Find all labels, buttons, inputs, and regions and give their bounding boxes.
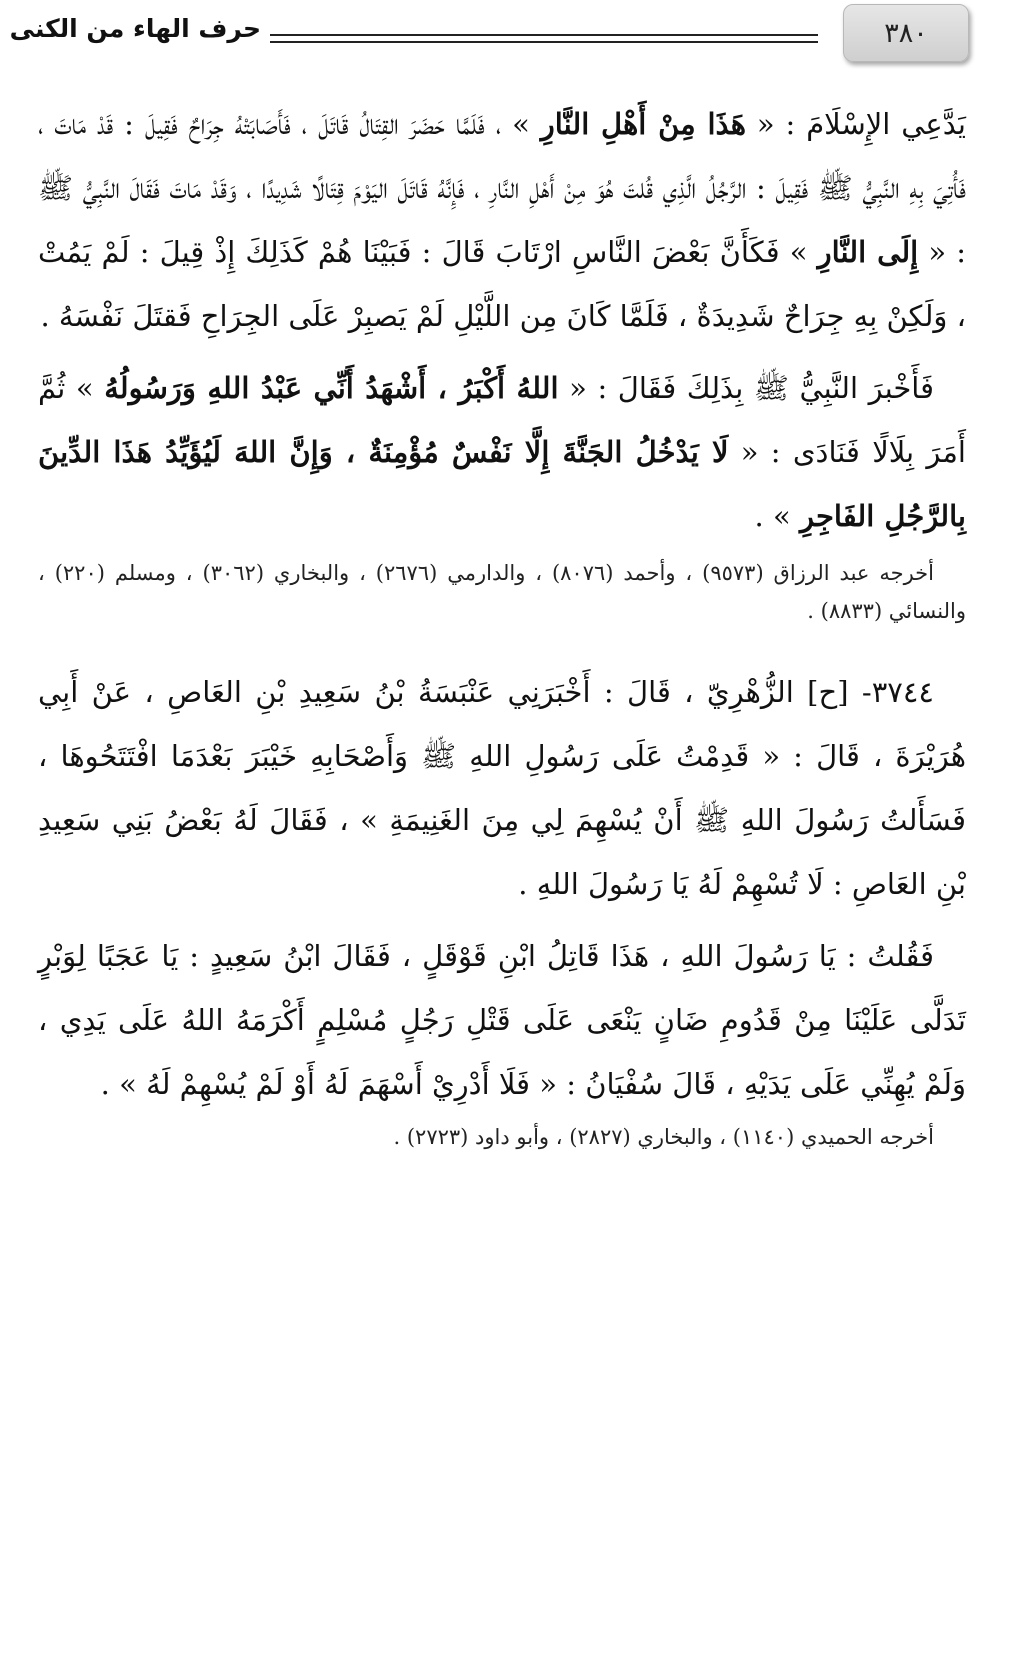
text-segment: فَأَخْبرَ النَّبِيُّ ﷺ بِذَلِكَ فَقَالَ : « [569, 371, 934, 405]
bold-quote: هَذَا مِنْ أَهْلِ النَّارِ [540, 107, 747, 141]
header-rule [270, 34, 818, 36]
hadith-3744-paragraph-1: ٣٧٤٤- [ح] الزُّهْرِيّ ، قَالَ : أَخْبَرَنِي عَنْبَسَةُ بْنُ سَعِيدِ بْنِ العَاصِ ، عَنْ أَبِي هُرَيْرَةَ ، قَالَ : « قَدِمْتُ عَلَى رَسُولِ اللهِ ﷺ وَأَصْحَابِهِ خَيْبَرَ بَعْدَمَا افْتَتَحُوهَا ، فَسَأَلتُ رَسُولَ اللهِ ﷺ أَنْ يُسْهِمَ لِي مِنَ الغَنِيمَةِ » ، فَقَالَ لَهُ بَعْضُ بَنِي سَعِيدِ بْنِ العَاصِ : لَا تُسْهِمْ لَهُ يَا رَسُولَ اللهِ . [38, 675, 966, 901]
hadith-3744-takhrij-note: أخرجه الحميدي (١١٤٠) ، والبخاري (٢٨٢٧) ، وأبو داود (٢٧٢٣) . [393, 1125, 934, 1149]
bold-quote: إِلَى النَّارِ [817, 235, 919, 269]
hadith-3743-paragraph-2 [38, 356, 966, 548]
text-segment: » ثُمَّ أَمَرَ بِلَالًا فَنَادَى : « [38, 371, 966, 469]
hadith-3744-paragraph-2: فَقُلتُ : يَا رَسُولَ اللهِ ، هَذَا قَاتِلُ ابْنِ قَوْقَلٍ ، فَقَالَ ابْنُ سَعِيدٍ : يَا عَجَبًا لِوَبْرٍ تَدَلَّى عَلَيْنَا مِنْ قَدُومِ ضَانٍ يَنْعَى عَلَى قَتْلِ رَجُلٍ مُسْلِمٍ أَكْرَمَهُ اللهُ عَلَى يَدِي ، وَلَمْ يُهِنِّي عَلَى يَدَيْهِ ، قَالَ سُفْيَانُ : « فَلَا أَدْرِيْ أَسْهَمَ لَهُ أَوْ لَمْ يُسْهِمْ لَهُ » . [38, 939, 966, 1101]
page-body [38, 92, 966, 1156]
text-segment: » . [754, 499, 791, 533]
chapter-title: حرف الهاء من الكنى [9, 14, 261, 43]
bold-quote: اللهُ أَكْبَرُ ، أَشْهَدُ أَنِّي عَبْدُ اللهِ وَرَسُولُهُ [104, 371, 559, 405]
text-segment: » ، فَلَمَّا حَضَرَ القِتَالُ قَاتَلَ ، فَأَصَابَتْهُ جِرَاحٌ فَقِيلَ : قَدْ مَاتَ ، فَأُتِيَ بِهِ النَّبِيُّ ﷺ فَقِيلَ : الرَّجُلُ الَّذِي قُلتَ هُوَ مِنْ أَهْلِ النَّارِ ، فَإِنَّهُ قَاتَلَ اليَوْمَ قِتَالًا شَدِيدًا ، وَقَدْ مَاتَ فَقَالَ النَّبِيُّ ﷺ : « [38, 107, 967, 269]
page-number-tab [843, 4, 969, 62]
hadith-3743-paragraph-1 [38, 92, 966, 348]
hadith-3743-takhrij-note: أخرجه عبد الرزاق (٩٥٧٣) ، وأحمد (٨٠٧٦) ، والدارمي (٢٦٧٦) ، والبخاري (٣٠٦٢) ، ومسلم (٢٢٠) ، والنسائي (٨٨٣٣) . [38, 561, 966, 623]
page-number: ٣٨٠ [884, 17, 928, 49]
page-header [0, 0, 1010, 80]
header-rule [270, 41, 818, 43]
bold-quote: لَا يَدْخُلُ الجَنَّةَ إِلَّا نَفْسٌ مُؤْمِنَةٌ ، وَإِنَّ اللهَ لَيُؤَيِّدُ هَذَا الدِّينَ بِالرَّجُلِ الفَاجِرِ [38, 435, 966, 533]
text-segment: يَدَّعِي الإِسْلَامَ : « [756, 107, 967, 141]
text-segment: » فَكَأَنَّ بَعْضَ النَّاسِ ارْتَابَ قَالَ : فَبَيْنَا هُمْ كَذَلِكَ إِذْ قِيلَ : لَمْ يَمُتْ ، وَلَكِنْ بِهِ جِرَاحٌ شَدِيدَةٌ ، فَلَمَّا كَانَ مِن اللَّيْلِ لَمْ يَصبِرْ عَلَى الجِرَاحِ فَقتَلَ نَفْسَهُ . [38, 235, 966, 333]
